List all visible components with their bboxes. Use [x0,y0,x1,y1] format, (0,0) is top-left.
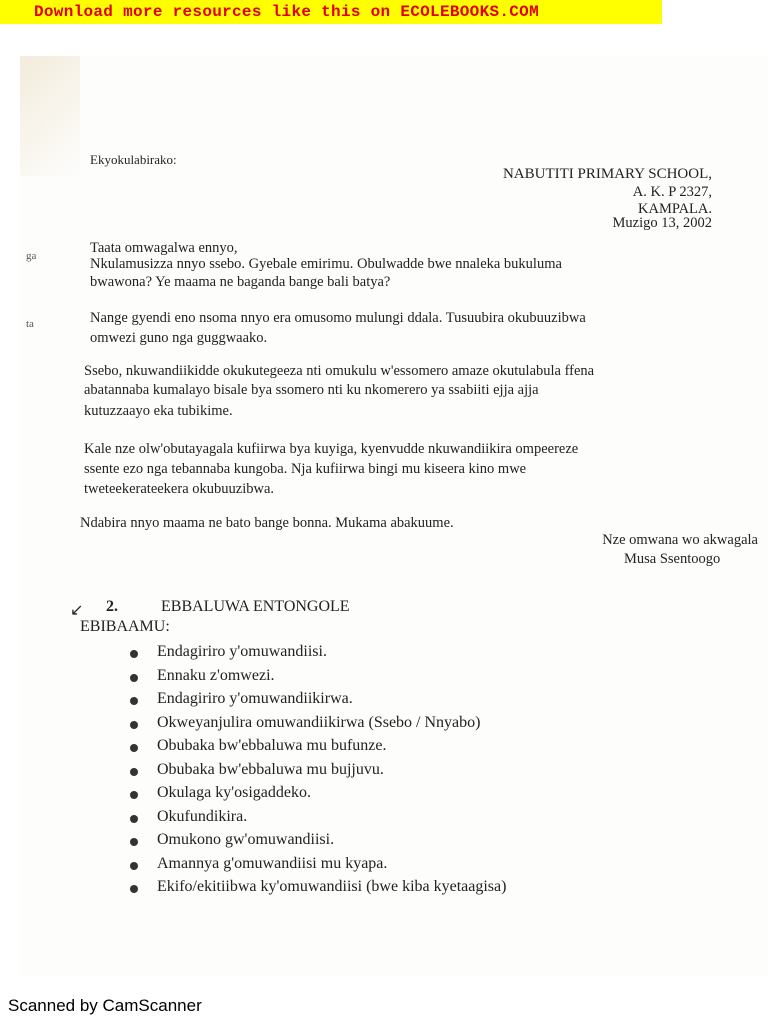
body-line: ssente ezo nga tebannaba kungoba. Nja kufiirwa bingi mu kiseera kino mwe [84,461,527,477]
list-item: Endagiriro y'omuwandiisi. [157,643,327,660]
bullet-icon [130,862,138,870]
bullet-icon [130,721,138,729]
footer-text: Scanned by CamScanner [8,996,202,1015]
salutation: Taata omwagalwa ennyo, [90,240,238,256]
letter-label: Ekyokulabirako: [90,152,177,167]
bullet-icon [130,674,138,682]
body-line: Kale nze olw'obutayagala kufiirwa bya kuyiga, kyenvudde nkuwandiikira ompeereze [84,441,579,457]
signature: Musa Ssentoogo [624,551,721,567]
date: Muzigo 13, 2002 [612,215,712,231]
margin-mark: ga [26,250,37,262]
bullet-icon [130,744,138,752]
address-line: A. K. P 2327, [632,184,712,200]
body-line: tweteekerateekera okubuuzibwa. [84,481,275,497]
list-item: Ekifo/ekitiibwa ky'omuwandiisi (bwe kiba kyetaagisa) [157,878,507,895]
bullet-icon [130,885,138,893]
list-item: Amannya g'omuwandiisi mu kyapa. [157,854,388,872]
list-item: Okufundikira. [157,807,248,825]
body-line: omwezi guno nga guggwaako. [90,330,268,346]
list-item: Obubaka bw'ebbaluwa mu bujjuvu. [157,760,384,778]
list-item: Omukono gw'omuwandiisi. [157,831,335,848]
download-banner[interactable] [0,0,662,24]
banner-text: Download more resources like this on ECOLEBOOKS.COM [34,3,539,21]
section-number: 2. [106,598,118,615]
margin-mark: ta [26,318,34,330]
body-line: bwawona? Ye maama ne baganda bange bali batya? [90,274,391,290]
body-line: Nkulamusizza nnyo ssebo. Gyebale emirimu. Obulwadde bwe nnaleka bukuluma [90,256,562,272]
page-stain [20,56,80,176]
body-line: kutuzzaayo eka tubikime. [84,403,233,419]
body-line: abatannaba kumalayo bisale bya ssomero nti ku nkomerero ya ssabiiti ejja ajja [84,382,539,398]
bullet-icon [130,650,138,658]
body-line: Nange gyendi eno nsoma nnyo era omusomo mulungi ddala. Tusuubira okubuuzibwa [90,310,586,326]
bullet-icon [130,838,138,846]
bullet-icon [130,815,138,823]
bullet-icon [130,768,138,776]
list-item: Obubaka bw'ebbaluwa mu bufunze. [157,737,387,754]
list-item: Ennaku z'omwezi. [157,666,275,684]
address-line: NABUTITI PRIMARY SCHOOL, [502,166,712,182]
bullet-icon [130,697,138,705]
bullet-icon [130,791,138,799]
list-item: Endagiriro y'omuwandiikirwa. [157,690,353,707]
closing: Nze omwana wo akwagala [602,532,758,548]
address-line: KAMPALA. [638,201,712,217]
section-subtitle: EBIBAAMU: [80,618,170,635]
body-line: Ndabira nnyo maama ne bato bange bonna. Mukama abakuume. [80,515,454,531]
list-item: Okweyanjulira omuwandiikirwa (Ssebo / Nnyabo) [157,713,481,731]
tick-mark-icon: ↙ [70,602,84,619]
body-line: Ssebo, nkuwandiikidde okukutegeeza nti omukulu w'essomero amaze okutulabula ffena [84,363,595,379]
list-item: Okulaga ky'osigaddeko. [157,784,311,801]
section-title: EBBALUWA ENTONGOLE [161,598,350,615]
